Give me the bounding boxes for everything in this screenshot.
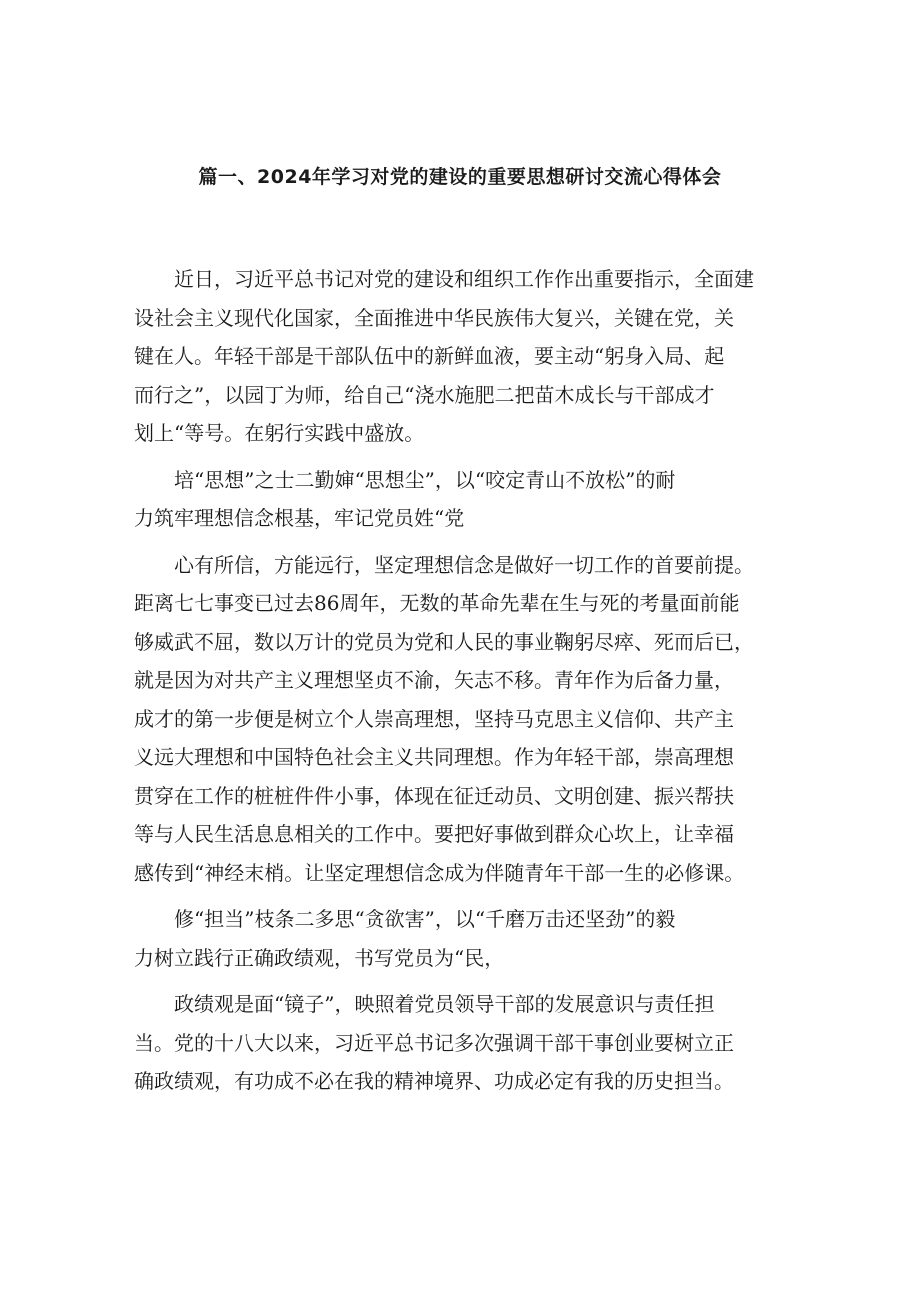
paragraph-line: 义远大理想和中国特色社会主义共同理想。作为年轻干部，崇高理想	[134, 745, 734, 769]
paragraph-line: 修“担当”枝条二多思“贪欲害”，以“千磨万击还坚劲”的毅	[174, 907, 676, 931]
paragraph-line: 成才的第一步便是树立个人崇高理想，坚持马克思主义信仰、共产主	[134, 706, 734, 731]
paragraph-line: 就是因为对共产主义理想坚贞不渝，矢志不移。青年作为后备力量，	[134, 668, 734, 692]
paragraph-line: 而行之”，以园丁为师，给自己“浇水施肥二把苗木成长与干部成才	[134, 382, 715, 407]
paragraph-line: 等与人民生活息息相关的工作中。要把好事做到群众心坎上，让幸福	[134, 822, 734, 846]
paragraph-line: 感传到“神经末梢。让坚定理想信念成为伴随青年干部一生的必修课。	[134, 860, 745, 885]
document-title: 篇一、2024年学习对党的建设的重要思想研讨交流心得体会	[198, 166, 722, 188]
paragraph-line: 够威武不屈，数以万计的党员为党和人民的事业鞠躬尽瘁、死而后已，	[134, 629, 754, 654]
paragraph-4	[134, 900, 800, 977]
paragraph-line: 力树立践行正确政绩观，书写党员为“民，	[134, 945, 505, 970]
paragraph-5	[134, 985, 800, 1101]
paragraph-line: 设社会主义现代化国家，全面推进中华民族伟大复兴，关键在党，关	[134, 305, 734, 330]
paragraph-line: 心有所信，方能远行，坚定理想信念是做好一切工作的首要前提。	[174, 552, 754, 577]
paragraph-line: 力筑牢理想信念根基，牢记党员姓“党	[134, 506, 465, 530]
paragraph-line: 政绩观是面“镜子”，映照着党员领导干部的发展意识与责任担	[174, 992, 715, 1016]
paragraph-line: 确政绩观，有功成不必在我的精神境界、功成必定有我的历史担当。	[134, 1069, 734, 1093]
paragraph-line: 键在人。年轻干部是干部队伍中的新鲜血液，要主动“躬身入局、起	[134, 344, 725, 368]
paragraph-1	[134, 260, 800, 453]
paragraph-line: 当。党的十八大以来，习近平总书记多次强调干部干事创业要树立正	[134, 1030, 734, 1055]
document-body	[134, 260, 800, 1101]
paragraph-line: 贯穿在工作的桩桩件件小事，体现在征迁动员、文明创建、振兴帮扶	[134, 783, 734, 808]
paragraph-line: 近日，习近平总书记对党的建设和组织工作作出重要指示，全面建	[174, 267, 754, 291]
paragraph-line: 划上“等号。在躬行实践中盛放。	[134, 421, 425, 445]
paragraph-line: 培“思想”之士二勤婶“思想尘”，以“咬定青山不放松”的耐	[174, 467, 676, 492]
paragraph-2	[134, 461, 800, 538]
paragraph-line: 距离七七事变已过去86周年，无数的革命先辈在生与死的考量面前能	[134, 591, 740, 615]
paragraph-3	[134, 546, 800, 893]
